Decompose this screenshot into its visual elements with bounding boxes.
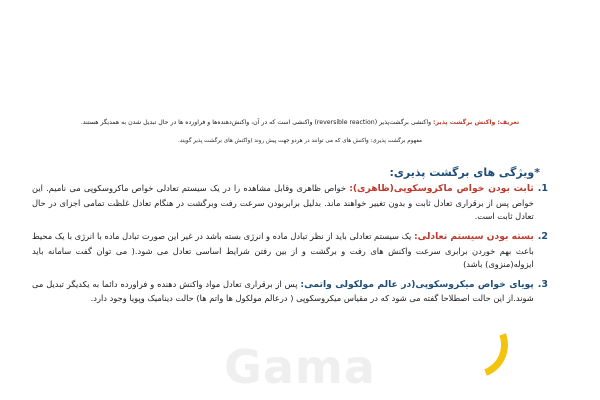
list-item-number: 2. (537, 230, 548, 242)
definition-term-fa: واکنشی برگشت‌پذیر (379, 119, 432, 126)
watermark-text: Gama (224, 340, 376, 394)
list-item-body (32, 230, 534, 272)
list-item-number: 3. (537, 278, 548, 290)
definition-line-2: مفهوم برگشت پذیری: واکنش های که می توانند در هردو جهت پیش روند (واکنش های برگشت پذیر گویند. (177, 137, 423, 144)
definition-term: واکنش برگشت پذیر: (433, 119, 496, 126)
watermark (0, 340, 600, 394)
list-item-body (32, 182, 534, 224)
definition-lead-label: تعریف: (497, 119, 520, 126)
list-item-text: پس از برقراری تعادل مواد واکنش دهنده و فراورده دائما به یکدیگر تبدیل می شوند.از این حالت اصطلاحا گفته می شود که در مقیاس میکروسکوپی ( درعالم مولکول ها واتم ها) حالت دینامیک وپویا وجود دارد. (32, 278, 534, 304)
list-item-title: ثابت بودن خواص ماکروسکوپی(ظاهری): (349, 183, 534, 194)
list-item (32, 182, 548, 224)
list-item-title: پویای خواص میکروسکوپی(در عالم مولکولی واتمی: (300, 278, 534, 290)
definition-body: واکنشی است که در آن، واکنش‌دهنده‌ها و فراورده ها در حال تبدیل شدن به همدیگر هستند. (80, 119, 313, 126)
definition-term-en: (reversible reaction) (314, 119, 378, 126)
definition-block (58, 118, 542, 145)
list-item-title: بسته بودن سیستم تعادلی: (413, 230, 534, 242)
feature-list (32, 182, 548, 312)
watermark-arc-icon (431, 301, 518, 388)
list-item-body (32, 278, 534, 306)
list-item (32, 230, 548, 272)
list-item-number: 1. (537, 183, 548, 194)
definition-line-1 (58, 118, 542, 128)
list-item (32, 278, 548, 306)
page-title: *ویژگی های برگشت پذیری: (389, 166, 540, 179)
list-item-text: خواص ظاهری وقابل مشاهده را در یک سیستم تعادلی خواص ماکروسکوپی می نامیم. این خواص پس از برقراری تعادل ثابت و بدون تغییر خواهند ماند. بدلیل برابربودن سرعت رفت وبرگشت در هنگام تعادل غلظت تمامی اجزای در حال تعادل ثابت است. (32, 183, 534, 222)
list-item-text: یک سیستم تعادلی باید از نظر تبادل ماده و انرژی بسته باشد در غیر این صورت تبادل ماده با انرژی با یک محیط باعث بهم خوردن برابری سرعت واکنش های رفت و برگشت و از بین رفتن شرایط اساسی تعادل می شود.( می توان گفت سامانه باید ایزوله(منزوی) باشد) (32, 230, 534, 270)
